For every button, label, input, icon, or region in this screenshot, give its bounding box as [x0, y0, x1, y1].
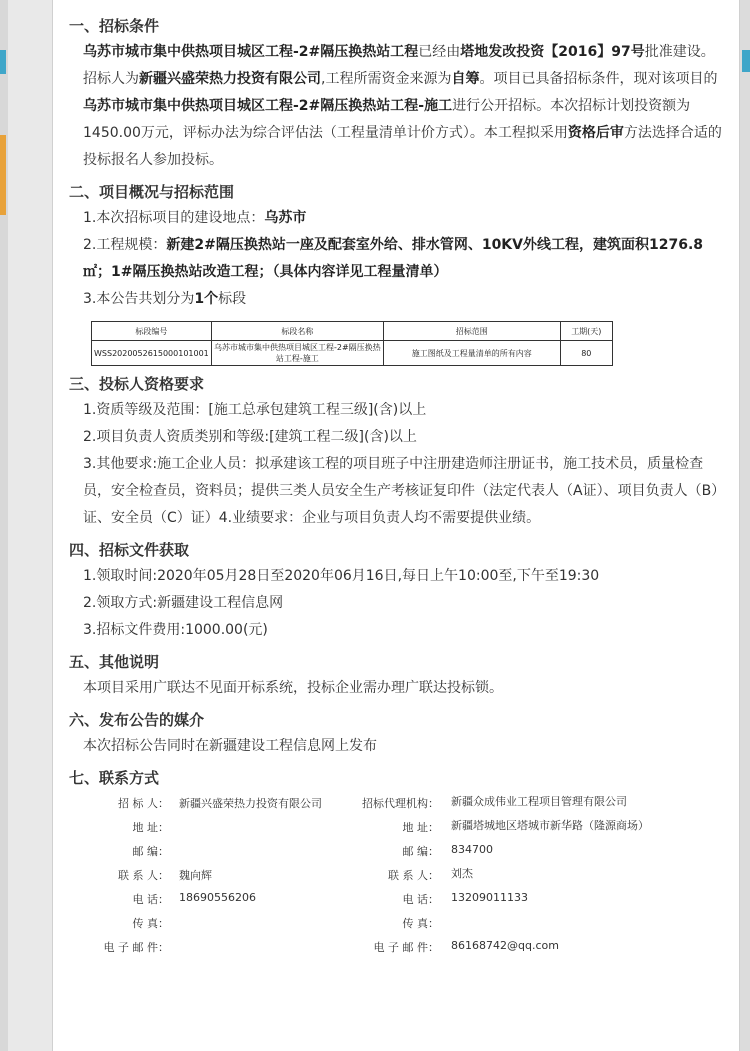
section-project-overview: [69, 179, 727, 366]
right-edge-accent-blue: [742, 50, 750, 72]
table-row: [92, 341, 613, 366]
left-edge-accent-blue: [0, 50, 6, 74]
section-bidding-conditions: [69, 13, 727, 174]
acquisition-item: 2.领取方式:新疆建设工程信息网: [83, 595, 284, 611]
contact-table: [69, 795, 727, 963]
qualification-item: 2.项目负责人资质类别和等级:[建筑工程二级](含)以上: [83, 429, 417, 445]
section-title: 二、项目概况与招标范围: [69, 183, 235, 201]
table-header: 标段编号: [92, 322, 212, 341]
section-other-notes: [69, 649, 727, 702]
contact-label: 邮 编：: [402, 845, 439, 858]
section-title: 五、其他说明: [69, 653, 160, 671]
section-title: 六、发布公告的媒介: [69, 711, 205, 729]
document-page: [52, 0, 740, 1051]
bidding-conditions-paragraph: 乌苏市城市集中供热项目城区工程-2#隔压换热站工程已经由塔地发改投资【2016】97号批准建设。招标人为新疆兴盛荣热力投资有限公司,工程所需资金来源为自筹。项目已具备招标条件，现对该项目的乌苏市城市集中供热项目城区工程-2#隔压换热站工程-施工进行公开招标。本次招标计划投资额为1450.00万元，评标办法为综合评估法（工程量清单计价方式）。本工程拟采用资格后审方法选择合适的投标报名人参加投标。: [83, 44, 722, 168]
contact-label: 电 子 邮 件：: [373, 941, 439, 954]
contact-value: 86168742@qq.com: [451, 939, 559, 952]
acquisition-item: 3.招标文件费用:1000.00(元): [83, 622, 268, 638]
contact-label: 传 真：: [402, 917, 439, 930]
contact-value: 834700: [451, 843, 493, 856]
contact-value: 新疆塔城地区塔城市新华路（隆源商场）: [451, 819, 649, 832]
section-document-acquisition: [69, 537, 727, 644]
table-header: 工期(天): [560, 322, 612, 341]
table-cell: 施工图纸及工程量清单的所有内容: [383, 341, 560, 366]
contact-label: 邮 编：: [132, 845, 169, 858]
contact-row: [69, 939, 727, 963]
section-bidder-qualifications: [69, 371, 727, 532]
table-cell: WSS2020052615000101001: [92, 341, 212, 366]
contact-label: 地 址：: [402, 821, 439, 834]
left-edge-accent-orange: [0, 135, 6, 215]
contact-row: [69, 867, 727, 891]
bid-section-table: [91, 321, 613, 366]
contact-row: [69, 795, 727, 819]
contact-row: [69, 915, 727, 939]
announcement-content: [69, 8, 727, 963]
table-header: 招标范围: [383, 322, 560, 341]
contact-value: 新疆众成伟业工程项目管理有限公司: [451, 795, 627, 808]
section-title: 四、招标文件获取: [69, 541, 190, 559]
section-publication-media: [69, 707, 727, 760]
contact-value: 新疆兴盛荣热力投资有限公司: [179, 797, 322, 810]
contact-label: 地 址：: [132, 821, 169, 834]
contact-label: 电 话：: [132, 893, 169, 906]
qualification-item: 3.其他要求:施工企业人员：拟承建该工程的项目班子中注册建造师注册证书，施工技术员，质量检查员，安全检查员，资料员；提供三类人员安全生产考核证复印件（法定代表人（A证）、项目负责人（B）证、安全员（C）证）4.业绩要求：企业与项目负责人均不需要提供业绩。: [83, 456, 726, 526]
table-header-row: [92, 322, 613, 341]
right-window-edge: [740, 0, 750, 1051]
table-cell: 乌苏市城市集中供热项目城区工程-2#隔压换热站工程-施工: [211, 341, 383, 366]
contact-row: [69, 819, 727, 843]
other-notes-paragraph: 本项目采用广联达不见面开标系统，投标企业需办理广联达投标锁。: [83, 680, 503, 696]
section-title: 三、投标人资格要求: [69, 375, 205, 393]
acquisition-item: 1.领取时间:2020年05月28日至2020年06月16日,每日上午10:00至,下午至19:30: [83, 568, 600, 584]
contact-label: 电 子 邮 件：: [103, 941, 169, 954]
section-count: 3.本公告共划分为1个标段: [83, 291, 247, 307]
left-window-edge: [0, 0, 8, 1051]
contact-label: 电 话：: [402, 893, 439, 906]
contact-value: 13209011133: [451, 891, 528, 904]
contact-label: 招 标 人：: [118, 797, 169, 810]
contact-label: 联 系 人：: [388, 869, 439, 882]
project-scale: 2.工程规模：新建2#隔压换热站一座及配套室外给、排水管网、10KV外线工程，建筑面积1276.8㎡；1#隔压换热站改造工程；（具体内容详见工程量清单）: [83, 237, 704, 280]
contact-row: [69, 843, 727, 867]
section-contact-info: [69, 765, 727, 963]
section-title: 一、招标条件: [69, 17, 160, 35]
table-cell: 80: [560, 341, 612, 366]
table-header: 标段名称: [211, 322, 383, 341]
contact-value: 魏向辉: [179, 869, 212, 882]
contact-label: 传 真：: [132, 917, 169, 930]
construction-location: 1.本次招标项目的建设地点：乌苏市: [83, 210, 307, 226]
contact-value: 18690556206: [179, 891, 256, 904]
contact-value: 刘杰: [451, 867, 473, 880]
contact-label: 招标代理机构：: [362, 797, 439, 810]
publication-paragraph: 本次招标公告同时在新疆建设工程信息网上发布: [83, 738, 377, 754]
qualification-item: 1.资质等级及范围：[施工总承包建筑工程三级](含)以上: [83, 402, 427, 418]
contact-label: 联 系 人：: [118, 869, 169, 882]
contact-row: [69, 891, 727, 915]
section-title: 七、联系方式: [69, 769, 160, 787]
